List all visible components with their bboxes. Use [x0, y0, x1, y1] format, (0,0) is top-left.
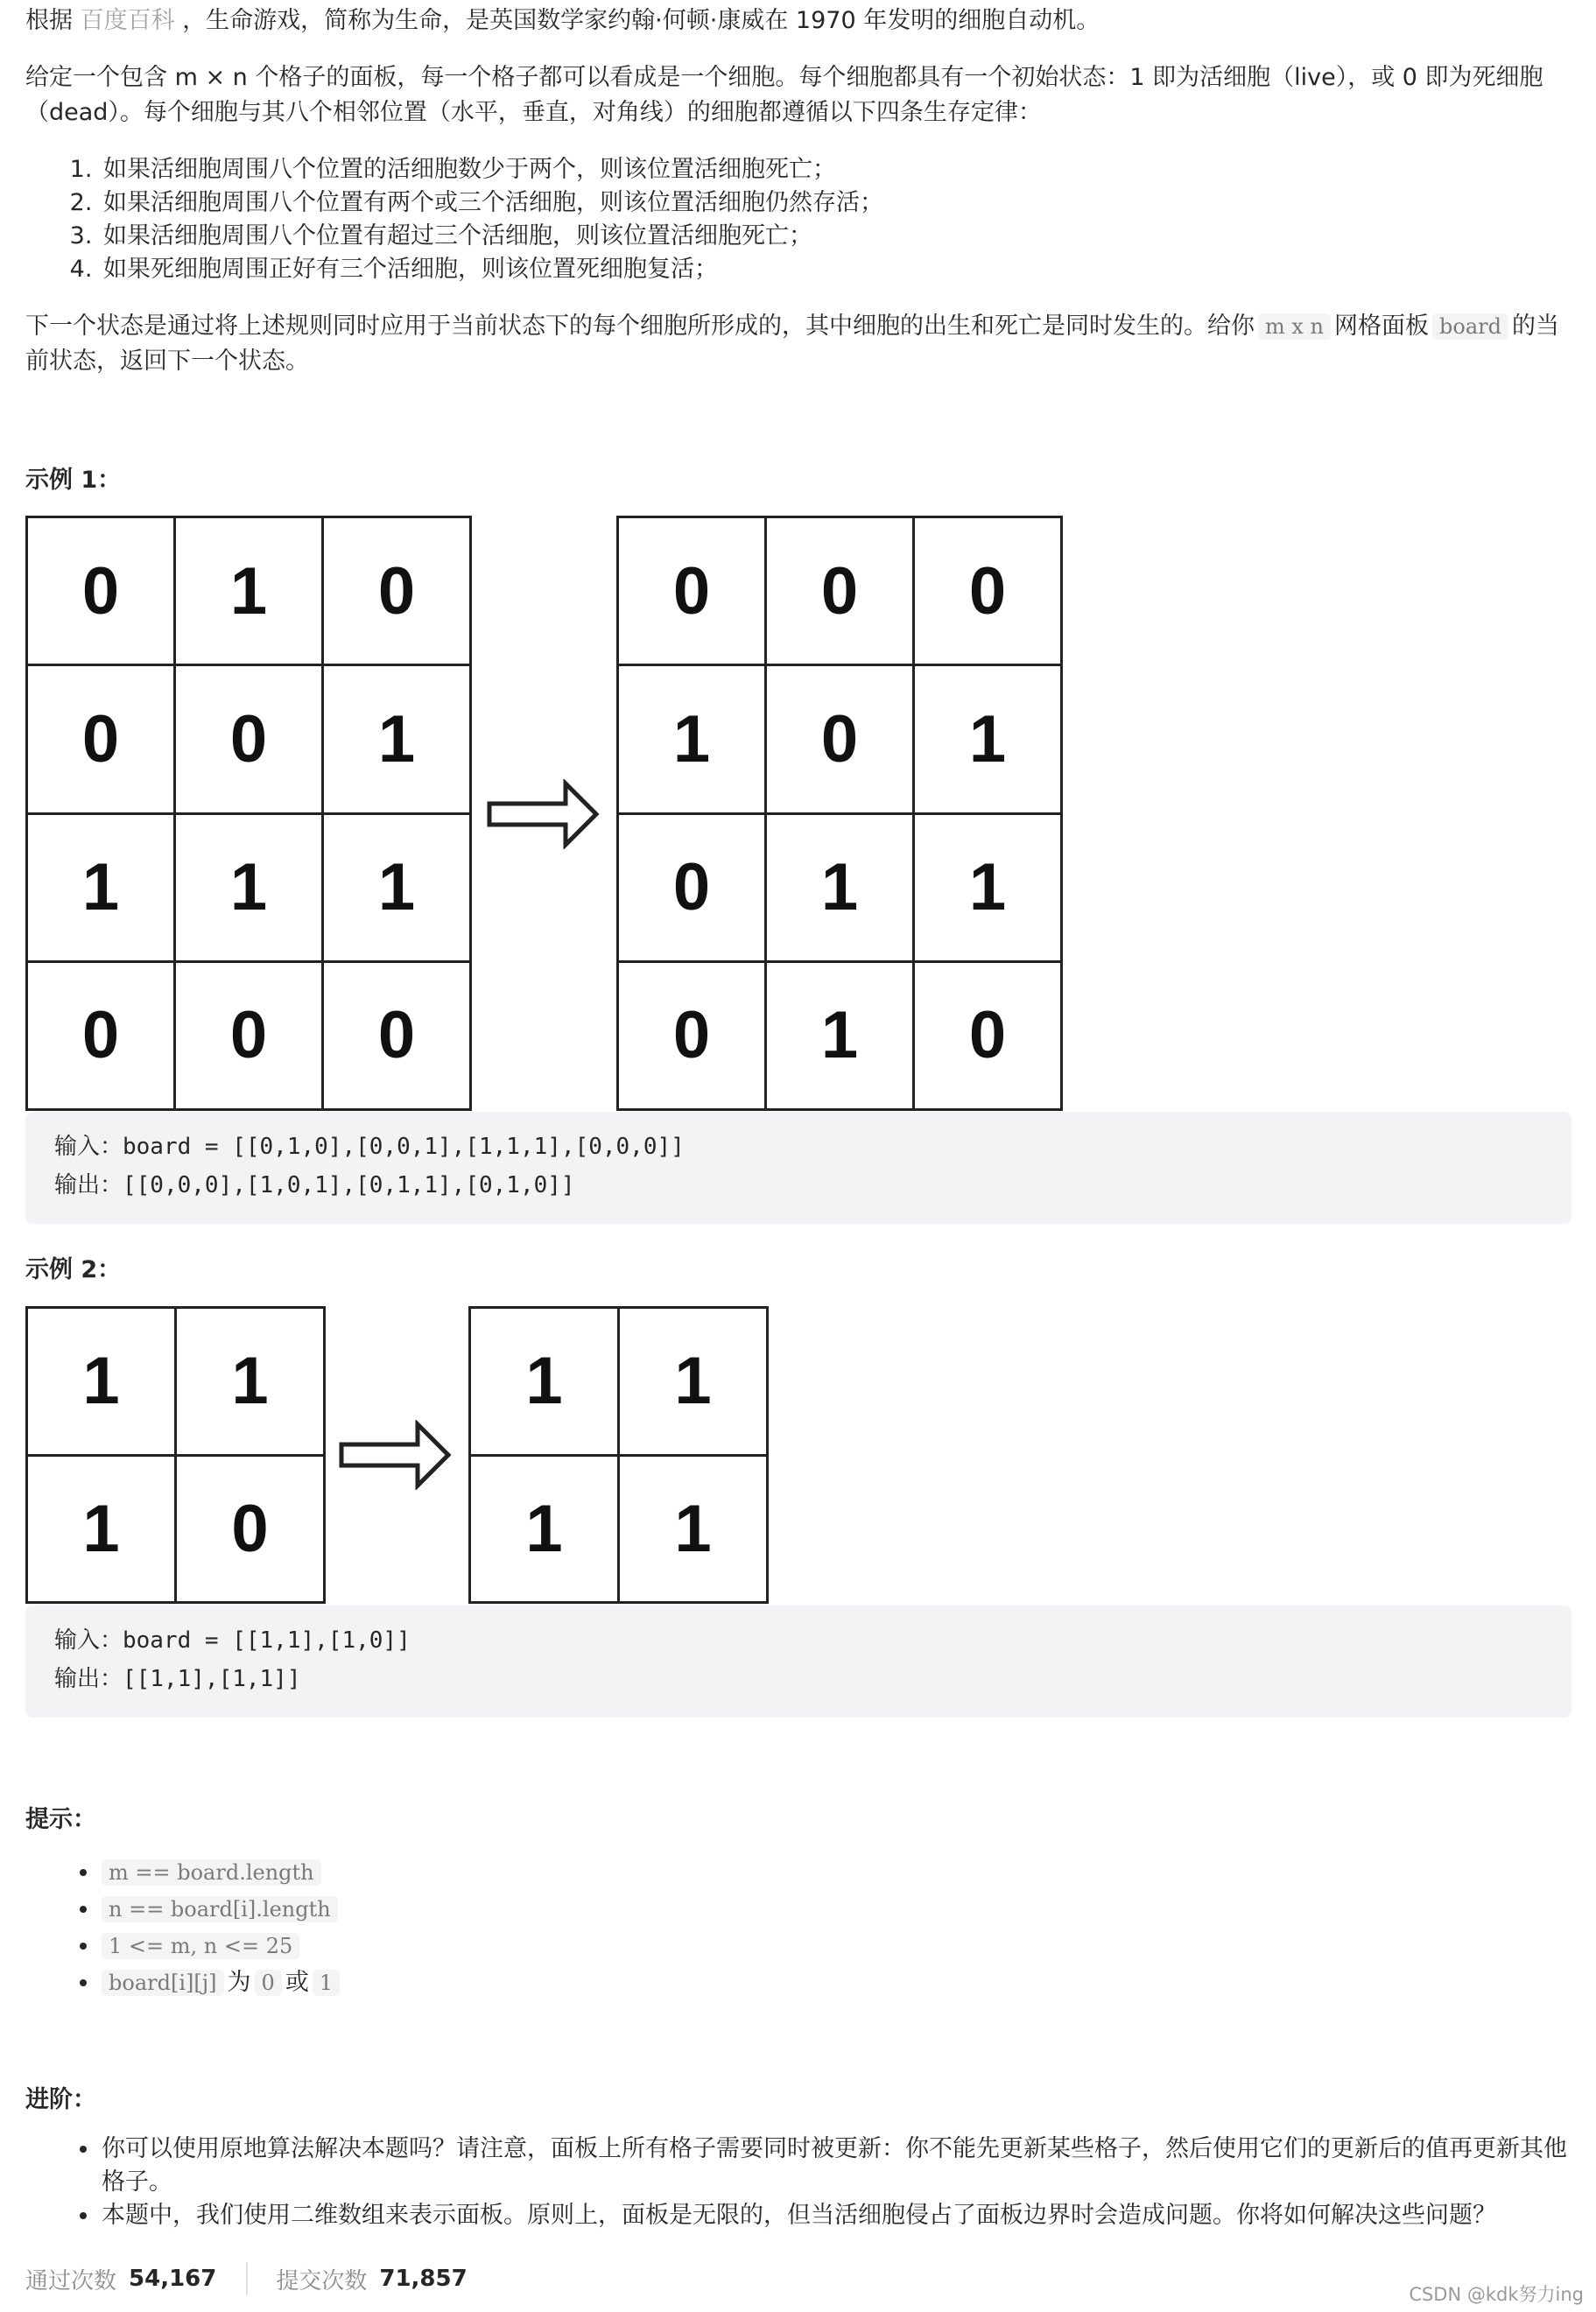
- board-cell: 1: [28, 1457, 177, 1605]
- hints-title: 提示：: [25, 1806, 96, 1833]
- inline-code: m == board.length: [102, 1859, 321, 1886]
- description-paragraph: 给定一个包含 m × n 个格子的面板，每一个格子都可以看成是一个细胞。每个细胞都具有一个初始状态：1 即为活细胞（live），或 0 即为死细胞（dead）。每个细胞与其八个相邻位置（水平，垂直，对角线）的细胞都遵循以下四条生存定律：: [25, 64, 1543, 126]
- board-cell: 1: [324, 815, 472, 963]
- example2-output-board: [468, 1306, 769, 1604]
- board-cell: 0: [324, 518, 472, 666]
- example1-input-board: [25, 516, 472, 1111]
- board-cell: 1: [471, 1309, 620, 1457]
- inline-code: 1 <= m, n <= 25: [102, 1933, 299, 1959]
- rule-item: 2. 如果活细胞周围八个位置有两个或三个活细胞，则该位置活细胞仍然存活；: [100, 186, 883, 220]
- hint-item: [100, 1854, 343, 1891]
- example1-input-line: 输入：board = [[0,1,0],[0,0,1],[1,1,1],[0,0,0]]: [54, 1134, 685, 1160]
- board-cell: 1: [767, 815, 915, 963]
- inline-code: board: [1432, 313, 1508, 340]
- advanced-title: 进阶：: [25, 2086, 96, 2113]
- board-cell: 1: [176, 518, 324, 666]
- board-cell: 0: [767, 518, 915, 666]
- board-cell: 1: [915, 815, 1063, 963]
- advanced-item: • 本题中，我们使用二维数组来表示面板。原则上，面板是无限的，但当活细胞侵占了面板边界时会造成问题。你将如何解决这些问题？: [100, 2199, 1573, 2232]
- advanced-item: • 你可以使用原地算法解决本题吗？请注意，面板上所有格子需要同时被更新：你不能先更新某些格子，然后使用它们的更新后的值再更新其他格子。: [100, 2133, 1573, 2199]
- accepted-label: 通过次数: [25, 2267, 117, 2294]
- board-cell: 1: [28, 815, 176, 963]
- inline-code: m x n: [1258, 313, 1331, 340]
- board-cell: 0: [28, 963, 176, 1111]
- board-cell: 0: [176, 666, 324, 814]
- next-state-text: 网格面板: [1334, 313, 1430, 340]
- next-state-paragraph: [25, 309, 1573, 379]
- stats-divider: [246, 2262, 248, 2295]
- example1-output-line: 输出：[[0,0,0],[1,0,1],[0,1,1],[0,1,0]]: [54, 1172, 575, 1198]
- hint-text: 为: [227, 1969, 251, 1996]
- board-cell: 0: [915, 963, 1063, 1111]
- board-cell: 1: [915, 666, 1063, 814]
- example2-input-line: 输入：board = [[1,1],[1,0]]: [54, 1627, 411, 1654]
- example2-code-block: [25, 1606, 1571, 1718]
- board-cell: 0: [177, 1457, 326, 1605]
- accepted-count: 54,167: [129, 2266, 217, 2292]
- arrow-right-icon: [487, 779, 601, 849]
- example2-output-line: 输出：[[1,1],[1,1]]: [54, 1666, 301, 1692]
- hint-text: 或: [285, 1969, 309, 1996]
- inline-code: 0: [255, 1970, 282, 1996]
- board-cell: 1: [620, 1309, 769, 1457]
- inline-code: board[i][j]: [102, 1970, 224, 1996]
- board-cell: 1: [471, 1457, 620, 1605]
- board-cell: 0: [324, 963, 472, 1111]
- rule-item: 4. 如果死细胞周围正好有三个活细胞，则该位置死细胞复活；: [100, 253, 883, 286]
- hint-item: [100, 1891, 343, 1928]
- board-cell: 0: [28, 518, 176, 666]
- board-cell: 0: [619, 518, 767, 666]
- rules-list: [70, 153, 883, 286]
- submissions-label: 提交次数: [276, 2267, 368, 2294]
- arrow-right-icon: [339, 1420, 453, 1490]
- board-cell: 1: [28, 1309, 177, 1457]
- board-cell: 1: [620, 1457, 769, 1605]
- board-cell: 0: [767, 666, 915, 814]
- next-state-text: 的当前状态，返回下一个状态。: [25, 313, 1559, 375]
- hint-item: [100, 1964, 343, 2001]
- board-cell: 1: [177, 1309, 326, 1457]
- rule-item: 3. 如果活细胞周围八个位置有超过三个活细胞，则该位置活细胞死亡；: [100, 220, 883, 253]
- next-state-text: 下一个状态是通过将上述规则同时应用于当前状态下的每个细胞所形成的，其中细胞的出生和死亡是同时发生的。给你: [25, 313, 1255, 340]
- board-cell: 0: [28, 666, 176, 814]
- submissions-count: 71,857: [379, 2266, 468, 2292]
- inline-code: 1: [313, 1970, 340, 1996]
- rule-item: 1. 如果活细胞周围八个位置的活细胞数少于两个，则该位置活细胞死亡；: [100, 153, 883, 186]
- intro-prefix: 根据: [25, 7, 73, 34]
- board-cell: 0: [915, 518, 1063, 666]
- board-cell: 1: [176, 815, 324, 963]
- example1-title: 示例 1：: [25, 467, 122, 494]
- board-cell: 0: [619, 815, 767, 963]
- baike-link[interactable]: 百度百科: [80, 7, 175, 34]
- inline-code: n == board[i].length: [102, 1896, 338, 1922]
- stats-footer: [25, 2262, 468, 2295]
- example1-output-board: [616, 516, 1063, 1111]
- example2-title: 示例 2：: [25, 1256, 122, 1283]
- advanced-list: [70, 2133, 1573, 2232]
- hint-item: [100, 1928, 343, 1964]
- board-cell: 0: [619, 963, 767, 1111]
- board-cell: 1: [619, 666, 767, 814]
- board-cell: 1: [324, 666, 472, 814]
- hints-list: [70, 1854, 343, 2001]
- watermark: CSDN @kdk努力ing: [1409, 2284, 1584, 2305]
- board-cell: 0: [176, 963, 324, 1111]
- example2-input-board: [25, 1306, 326, 1604]
- example1-code-block: [25, 1112, 1571, 1224]
- board-cell: 1: [767, 963, 915, 1111]
- intro-suffix: ，生命游戏，简称为生命，是英国数学家约翰·何顿·康威在 1970 年发明的细胞自动机。: [182, 7, 1100, 34]
- intro-paragraph: [25, 4, 1573, 39]
